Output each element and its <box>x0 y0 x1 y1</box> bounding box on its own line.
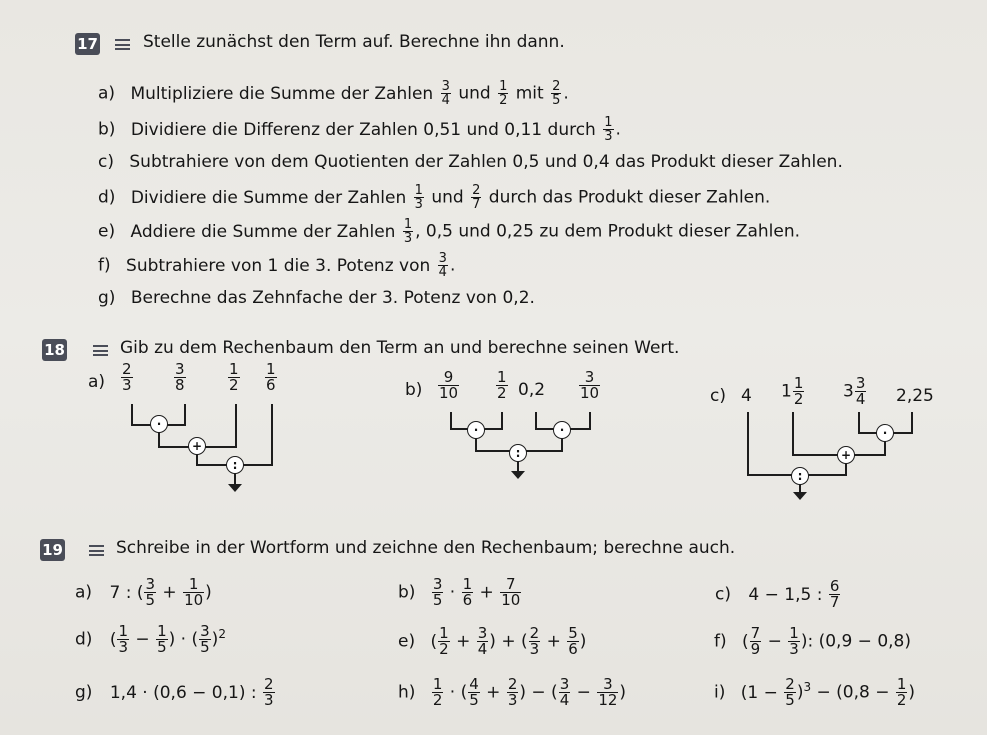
tree-c-leaf-3: 3 $\frac{3}{4}$ <box>843 374 866 408</box>
label: e) <box>98 221 116 242</box>
task-17-intro: Stelle zunächst den Term auf. Berechne ihn dann. <box>143 32 565 52</box>
op-node-plus: + <box>837 446 855 464</box>
fraction: $\frac{3}{4}$ <box>441 79 450 108</box>
label: b) <box>98 119 116 140</box>
op-node-divide: : <box>226 456 244 474</box>
text: , 0,5 und 0,25 zu dem Produkt dieser Zahlen. <box>415 221 801 242</box>
tree-b-leaf-4: $\frac{3}{10}$ <box>580 368 600 402</box>
label: a) <box>98 83 116 104</box>
expr: 4 − 1,5 : <box>748 584 823 605</box>
text: Addiere die Summe der Zahlen <box>130 221 396 242</box>
tree-b-label: b) <box>405 380 423 400</box>
label: g) <box>75 682 93 703</box>
fraction: $\frac{1}{3}$ <box>414 183 423 212</box>
list-icon <box>115 39 130 50</box>
branch <box>271 404 273 466</box>
tree-b-leaf-2: $\frac{1}{2}$ <box>497 368 507 402</box>
op-node-divide: : <box>509 444 527 462</box>
tree-c-leaf-2: 1 $\frac{1}{2}$ <box>781 374 804 408</box>
label: d) <box>75 629 93 650</box>
task-17e <box>98 218 800 245</box>
label: c) <box>715 584 731 605</box>
text: Subtrahiere von 1 die 3. Potenz von <box>126 255 431 276</box>
fraction: $\frac{3}{4}$ <box>438 251 447 280</box>
task-19c: c) 4 − 1,5 : $\frac{6}{7}$ <box>715 577 840 611</box>
fraction: $\frac{2}{7}$ <box>472 183 481 212</box>
fraction: $\frac{2}{5}$ <box>552 79 561 108</box>
text: Dividiere die Differenz der Zahlen 0,51 und 0,11 durch <box>130 119 596 140</box>
task-17d <box>98 184 770 211</box>
task-17c <box>98 152 843 172</box>
text: Dividiere die Summe der Zahlen <box>130 187 407 208</box>
tree-c-leaf-4: 2,25 <box>896 386 934 406</box>
expr: 1,4 · (0,6 − 0,1) : <box>109 682 257 703</box>
op-node-times: · <box>467 421 485 439</box>
text: und <box>431 187 464 208</box>
label: i) <box>714 682 726 703</box>
arrow-down-icon <box>228 484 242 492</box>
op-node-times: · <box>150 415 168 433</box>
task-19h: h) $\frac{1}{2}$ · ( $\frac{4}{5}$ + $\frac{2}{3}$ ) − ( $\frac{3}{4}$ − $\frac{3}{12}$ ) <box>398 675 627 709</box>
task-19b: b) $\frac{3}{5}$ · $\frac{1}{6}$ + $\frac{7}{10}$ <box>398 575 521 609</box>
tree-b-leaf-1: $\frac{9}{10}$ <box>439 368 459 402</box>
task-17b: b) Dividiere die Differenz der Zahlen 0,51 und 0,11 durch $\frac{1}{3}$ . <box>98 115 621 144</box>
op-node-divide: : <box>791 467 809 485</box>
task-19g: g) 1,4 · (0,6 − 0,1) : $\frac{2}{3}$ <box>75 675 274 709</box>
label: c) <box>98 152 114 172</box>
text: durch das Produkt dieser Zahlen. <box>488 187 771 208</box>
tree-b-leaf-3: 0,2 <box>518 380 546 400</box>
arrow-down-icon <box>511 471 525 479</box>
label: h) <box>398 682 416 703</box>
expr: : (0,9 − 0,8) <box>807 631 911 652</box>
op-node-times: · <box>876 424 894 442</box>
tree-a-leaf-3: $\frac{1}{2}$ <box>229 360 239 394</box>
label: b) <box>398 582 416 603</box>
branch <box>184 404 186 426</box>
op-node-plus: + <box>188 437 206 455</box>
branch <box>235 404 237 446</box>
text: und <box>458 83 491 104</box>
label: f) <box>98 255 111 276</box>
op-node-times: · <box>553 421 571 439</box>
fraction: $\frac{1}{2}$ <box>499 79 508 108</box>
branch <box>911 412 913 434</box>
list-icon <box>93 345 108 356</box>
list-icon <box>89 545 104 556</box>
tree-a-leaf-2: $\frac{3}{8}$ <box>175 360 185 394</box>
task-17a: a) Multipliziere die Summe der Zahlen $\frac{3}{4}$ und $\frac{1}{2}$ mit $\frac{2}{5}$ . <box>98 79 569 108</box>
label: d) <box>98 187 116 208</box>
task-19e: e) ( $\frac{1}{2}$ + $\frac{3}{4}$ ) + ( $\frac{2}{3}$ + $\frac{5}{6}$ ) <box>398 624 587 658</box>
branch <box>131 404 133 426</box>
branch <box>158 436 160 446</box>
text: Subtrahiere von dem Quotienten der Zahlen 0,5 und 0,4 das Produkt dieser Zahlen. <box>129 152 843 172</box>
task-17g <box>98 288 535 308</box>
label: g) <box>98 288 116 308</box>
branch <box>792 412 794 456</box>
text: Berechne das Zehnfache der 3. Potenz von 0,2. <box>130 288 535 308</box>
branch <box>747 412 749 476</box>
label: f) <box>714 631 727 652</box>
label: a) <box>75 582 93 603</box>
arrow-down-icon <box>793 492 807 500</box>
task-number-19: 19 <box>40 539 65 561</box>
fraction: $\frac{1}{3}$ <box>403 217 413 246</box>
task-number-18: 18 <box>42 339 67 361</box>
fraction: $\frac{1}{3}$ <box>604 115 613 144</box>
branch <box>858 412 860 434</box>
tree-c-leaf-1: 4 <box>741 386 752 406</box>
task-19-intro: Schreibe in der Wortform und zeichne den Rechenbaum; berechne auch. <box>116 538 736 558</box>
task-19d: d) ( $\frac{1}{3}$ − $\frac{1}{5}$ ) · ( $\frac{3}{5}$ )$^2$ <box>75 622 226 656</box>
task-18-intro: Gib zu dem Rechenbaum den Term an und berechne seinen Wert. <box>120 338 680 358</box>
text: Multipliziere die Summe der Zahlen <box>130 83 434 104</box>
label: e) <box>398 631 416 652</box>
tree-a-leaf-1: $\frac{2}{3}$ <box>122 360 132 394</box>
tree-a-label: a) <box>88 372 106 392</box>
task-19i: i) (1 − $\frac{2}{5}$ )$^3$ − (0,8 − $\frac{1}{2}$ ) <box>714 675 916 709</box>
task-number-17: 17 <box>75 33 100 55</box>
task-19a: a) 7 : ( $\frac{3}{5}$ + $\frac{1}{10}$ ) <box>75 575 212 609</box>
tree-c-label: c) <box>710 386 726 406</box>
task-19f: f) ( $\frac{7}{9}$ − $\frac{1}{3}$ ): (0,9 − 0,8) <box>714 624 911 658</box>
tree-a-leaf-4: $\frac{1}{6}$ <box>266 360 276 394</box>
task-17f: f) Subtrahiere von 1 die 3. Potenz von $\frac{3}{4}$ . <box>98 251 456 280</box>
expr: − (0,8 − <box>816 682 890 703</box>
text: mit <box>515 83 544 104</box>
